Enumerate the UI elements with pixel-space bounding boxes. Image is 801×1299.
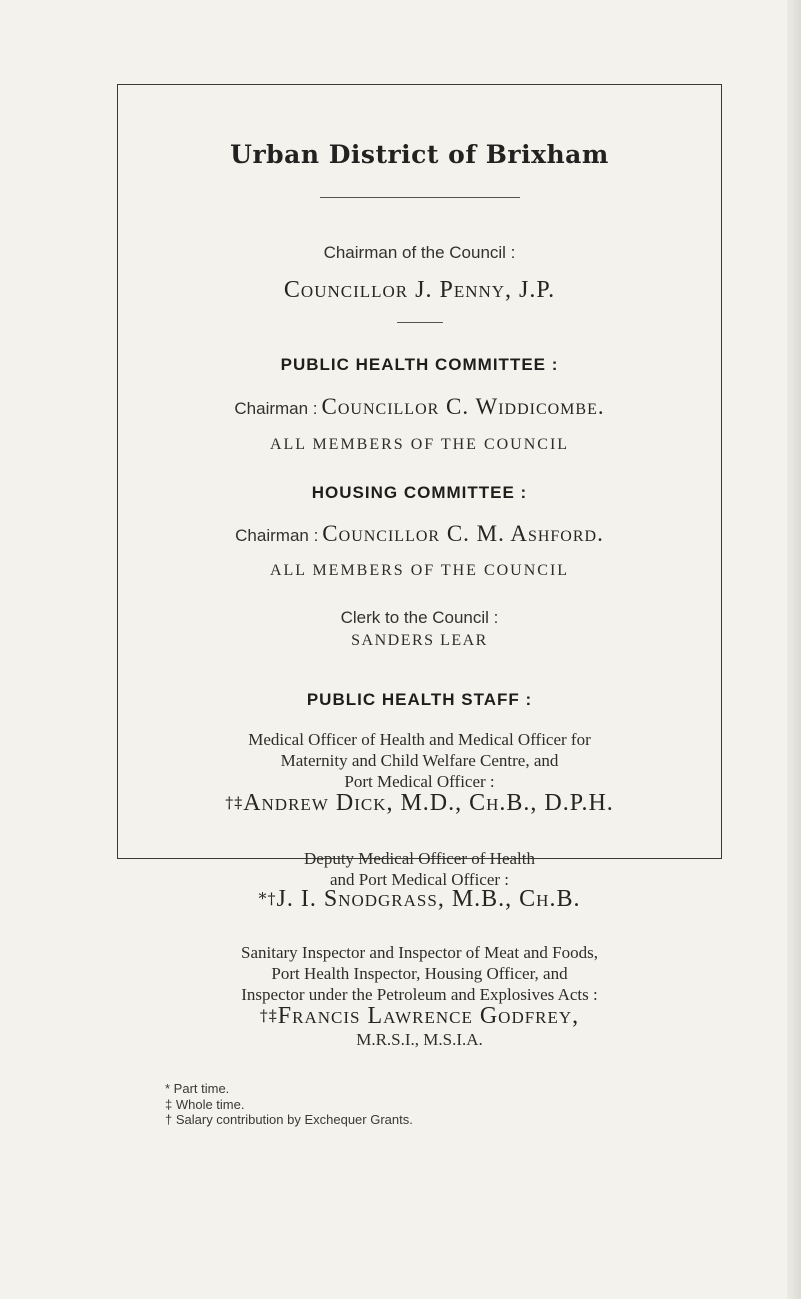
sanitary-name [117,1003,722,1030]
deputy-name [117,886,722,913]
footnotes [165,1081,413,1128]
housing-committee-heading: HOUSING COMMITTEE : [311,483,528,502]
person-name: Andrew Dick, M.D., Ch.B., D.P.H. [243,790,614,816]
role-line: Inspector under the Petroleum and Explosives Acts : [241,985,598,1004]
person-name: J. I. Snodgrass, M.B., Ch.B. [276,886,581,912]
sanitary-role [117,942,722,1005]
footnote: ‡ Whole time. [165,1096,245,1112]
public-health-committee-members: ALL MEMBERS OF THE COUNCIL [269,436,570,453]
housing-committee-members: ALL MEMBERS OF THE COUNCIL [269,562,570,579]
role-line: Medical Officer of Health and Medical Officer for [248,730,591,749]
person-name: Francis Lawrence Godfrey, [277,1003,580,1029]
chairman-label: Chairman : [235,526,319,545]
footnote-symbols: †‡ [259,1006,278,1025]
footnote-symbols: *† [258,889,277,908]
sanitary-qualifications: M.R.S.I., M.S.I.A. [356,1030,483,1049]
chairman-label: Chairman : [234,399,318,418]
moh-name [117,790,722,817]
role-line: Deputy Medical Officer of Health [304,849,535,868]
role-line: Sanitary Inspector and Inspector of Meat and Foods, [241,943,598,962]
public-health-committee-heading: PUBLIC HEALTH COMMITTEE : [280,355,559,374]
role-line: Maternity and Child Welfare Centre, and [280,751,559,770]
role-line: Port Health Inspector, Housing Officer, and [271,964,568,983]
public-health-staff-heading: PUBLIC HEALTH STAFF : [306,690,533,709]
moh-role [117,729,722,792]
deputy-role [117,848,722,890]
clerk-name: SANDERS LEAR [351,632,488,649]
chairman-name: Councillor C. M. Ashford. [322,521,604,546]
footnote: † Salary contribution by Exchequer Grants. [165,1112,413,1127]
chairman-name: Councillor C. Widdicombe. [321,394,605,419]
council-chairman-label: Chairman of the Council : [323,243,516,262]
page-edge [787,0,801,1299]
public-health-committee-chairman [117,394,722,420]
role-line: and Port Medical Officer : [329,870,510,889]
footnote-symbols: †‡ [225,793,244,812]
clerk-label: Clerk to the Council : [340,608,499,627]
council-chairman-name: Councillor J. Penny, J.P. [283,277,556,303]
footnote: * Part time. [165,1081,230,1096]
title-divider [320,197,520,198]
role-line: Port Medical Officer : [344,772,495,791]
short-divider [397,322,443,323]
page-title: Urban District of Brixham [230,140,609,169]
housing-committee-chairman [117,521,722,547]
